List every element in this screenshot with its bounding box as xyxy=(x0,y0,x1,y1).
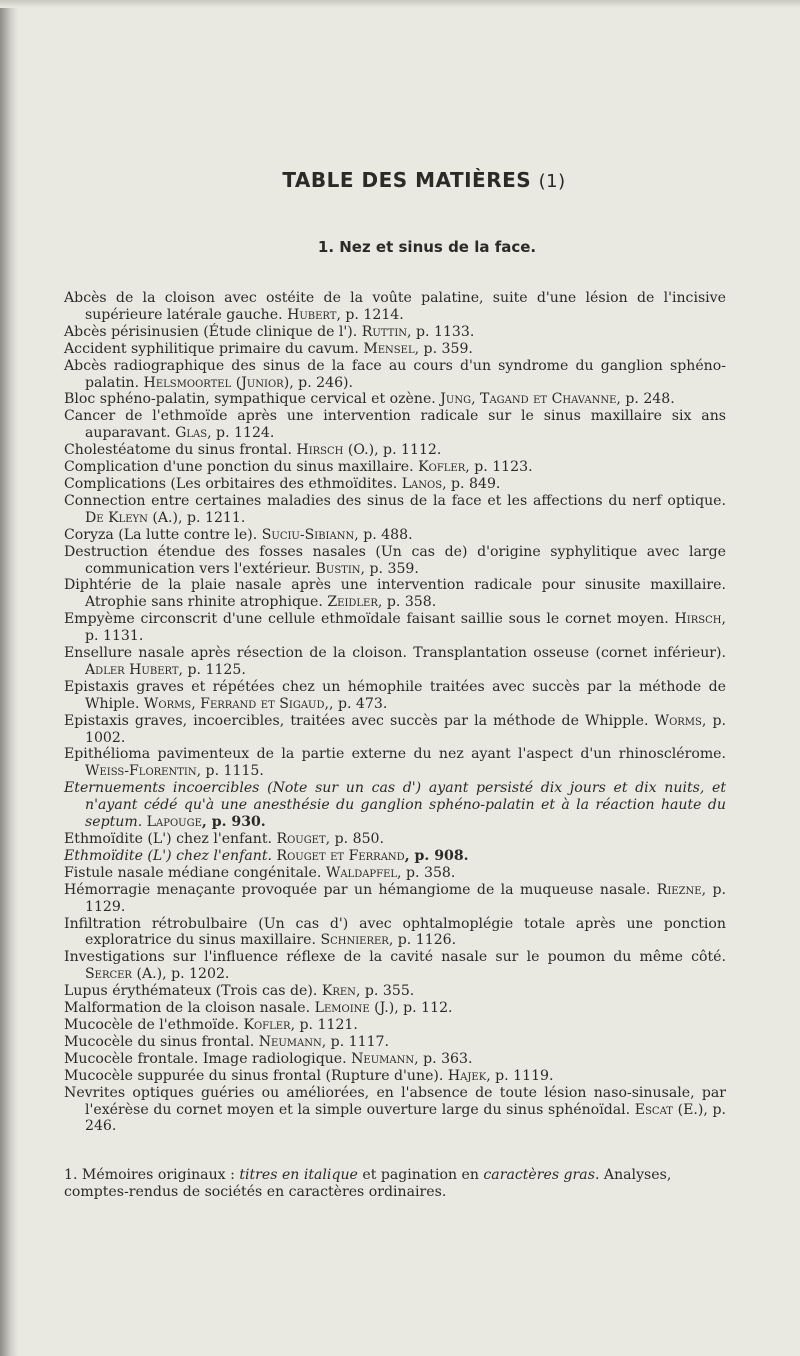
footnote-bold-note: caractères gras xyxy=(483,1167,595,1184)
entry-title: Complications (Les orbitaires des ethmoïdites. xyxy=(64,475,402,492)
entry-page-ref: , p. 849. xyxy=(442,475,501,492)
entry-author: Weiss-Florentin xyxy=(85,763,197,780)
toc-entry xyxy=(64,865,726,882)
entry-author: Kofler xyxy=(418,459,466,476)
page-edge-shadow xyxy=(0,0,18,1356)
entry-title: Epithélioma pavimenteux de la partie externe du nez ayant l'aspect d'un rhinosclérome. xyxy=(64,746,726,763)
toc-entry xyxy=(64,408,726,442)
section-heading: 1. Nez et sinus de la face. xyxy=(317,238,537,256)
entry-author: Jung, Tagand et Chavanne xyxy=(440,391,617,408)
entry-author: Hajek xyxy=(447,1067,487,1084)
toc-entry xyxy=(64,831,726,848)
entry-author: Hirsch xyxy=(674,611,722,628)
entry-title: Malformation de la cloison nasale. xyxy=(64,1000,315,1017)
toc-entry xyxy=(64,949,726,983)
toc-entry xyxy=(64,780,726,831)
entry-title: Empyème circonscrit d'une cellule ethmoïdale faisant saillie sous le cornet moyen. xyxy=(64,611,675,628)
entry-author: De Kleyn (A.) xyxy=(85,509,179,526)
entry-list xyxy=(58,290,726,1135)
entry-page-ref: , p. 246). xyxy=(289,374,354,391)
entry-author: Worms, Ferrand et Sigaud xyxy=(143,695,325,712)
entry-title: Coryza (La lutte contre le). xyxy=(64,526,262,543)
page-title-text: TABLE DES MATIÈRES xyxy=(282,168,532,192)
entry-author: Zeidler xyxy=(327,594,378,611)
entry-page-ref: , p. 1115. xyxy=(196,763,264,780)
entry-page-ref: , p. 112. xyxy=(394,1000,453,1017)
toc-entry xyxy=(64,1051,726,1068)
toc-entry xyxy=(64,544,726,578)
entry-page-ref: , p. 363. xyxy=(414,1050,473,1067)
toc-entry xyxy=(64,916,726,950)
document-page xyxy=(58,168,726,1215)
entry-title: Ensellure nasale après résection de la cloison. Transplantation osseuse (cornet inférieur). xyxy=(64,645,726,662)
entry-author: Neumann xyxy=(258,1033,322,1050)
entry-page-ref: , p. 488. xyxy=(354,526,413,543)
entry-page-ref: , p. 930. xyxy=(201,814,266,831)
toc-entry xyxy=(64,645,726,679)
entry-title: Mucocèle suppurée du sinus frontal (Rupture d'une). xyxy=(64,1067,448,1084)
entry-title: Abcès de la cloison avec ostéite de la voûte palatine, suite d'une lésion de l'incisive supérieure latérale gauche. xyxy=(64,290,726,323)
entry-page-ref: , p. 1126. xyxy=(388,932,457,949)
toc-entry xyxy=(64,679,726,713)
entry-author: Lapouge xyxy=(146,814,202,831)
entry-title: Mucocèle frontale. Image radiologique. xyxy=(64,1050,352,1067)
entry-page-ref: , p. 246. xyxy=(85,1101,726,1135)
entry-author: Glas xyxy=(175,425,208,442)
entry-author: Rouget et Ferrand xyxy=(276,847,405,864)
toc-entry xyxy=(64,391,726,408)
entry-page-ref: , p. 355. xyxy=(355,983,415,1000)
entry-title: Eternuements incoercibles (Note sur un cas d') ayant persisté dix jours et dix nuits, et n'ayant cédé qu'à une anesthésie du ganglion sphéno-palatin et à la réaction haute du septum. xyxy=(64,780,726,831)
entry-page-ref: , p. 1119. xyxy=(486,1067,554,1084)
toc-entry xyxy=(64,324,726,341)
page-title xyxy=(122,168,726,192)
toc-entry xyxy=(64,476,726,493)
entry-title: Abcès périsinusien (Étude clinique de l'). xyxy=(64,323,362,340)
entry-title: Mucocèle du sinus frontal. xyxy=(64,1033,259,1050)
entry-page-ref: , p. 1124. xyxy=(207,425,275,442)
entry-author: Adler Hubert xyxy=(85,661,179,678)
entry-title: Epistaxis graves, incoercibles, traitées avec succès par la méthode de Whipple. xyxy=(64,712,655,729)
toc-entry xyxy=(64,611,726,645)
footnote-italic-titles: titres en italique xyxy=(239,1167,358,1184)
footnote-mid: et pagination en xyxy=(357,1167,484,1184)
entry-author: Schnierer xyxy=(320,932,389,949)
entry-author: Kren xyxy=(321,983,356,1000)
footnote xyxy=(58,1167,726,1201)
entry-title: Complication d'une ponction du sinus maxillaire. xyxy=(64,459,419,476)
page-top-shadow xyxy=(0,0,800,8)
toc-entry xyxy=(64,1000,726,1017)
entry-page-ref: , p. 358. xyxy=(377,594,437,611)
entry-author: Escat (E.) xyxy=(634,1101,704,1118)
entry-page-ref: ,, p. 473. xyxy=(324,695,388,712)
entry-author: Ruttin xyxy=(361,323,408,340)
entry-author: Bustin xyxy=(315,560,361,577)
entry-author: Neumann xyxy=(351,1050,415,1067)
toc-entry xyxy=(64,577,726,611)
footnote-tail: . Analyses, comptes-rendus de sociétés en caractères ordinaires. xyxy=(64,1167,672,1201)
entry-title: Cancer de l'ethmoïde après une intervention radicale sur le sinus maxillaire six ans auparavant. xyxy=(64,408,726,442)
entry-page-ref: , p. 248. xyxy=(616,391,675,408)
toc-entry xyxy=(64,459,726,476)
entry-author: Helsmoortel (Junior) xyxy=(143,374,290,391)
toc-entry xyxy=(64,1085,726,1136)
entry-author: Mensel xyxy=(363,340,415,357)
entry-page-ref: , p. 1131. xyxy=(85,611,726,645)
entry-title: Accident syphilitique primaire du cavum. xyxy=(64,340,364,357)
toc-entry xyxy=(64,1068,726,1085)
entry-title: Ethmoïdite (L') chez l'enfant. xyxy=(64,831,277,847)
entry-author: Rouget xyxy=(276,831,326,847)
entry-page-ref: , p. 1002. xyxy=(85,712,726,746)
entry-author: Suciu-Sibiann xyxy=(261,526,355,543)
entry-title: Bloc sphéno-palatin, sympathique cervical et ozène. xyxy=(64,391,441,408)
entry-author: Kofler xyxy=(243,1016,291,1033)
entry-title: Epistaxis graves et répétées chez un hémophile traitées avec succès par la méthode de Whiple. xyxy=(64,678,726,712)
entry-title: Investigations sur l'influence réflexe de la cavité nasale sur le poumon du même côté. xyxy=(64,949,726,966)
entry-title: Ethmoïdite (L') chez l'enfant. xyxy=(64,847,277,864)
toc-entry xyxy=(64,493,726,527)
entry-title: Lupus érythémateux (Trois cas de). xyxy=(64,983,322,1000)
entry-title: Fistule nasale médiane congénitale. xyxy=(64,864,326,881)
toc-entry xyxy=(64,341,726,358)
entry-title: Abcès radiographique des sinus de la face au cours d'un syndrome du ganglion sphéno-palatin. xyxy=(64,357,726,391)
entry-title: Hémorragie menaçante provoquée par un hémangiome de la muqueuse nasale. xyxy=(64,881,657,898)
entry-title: Connection entre certaines maladies des sinus de la face et les affections du nerf optique. xyxy=(64,492,726,509)
entry-author: Lanos xyxy=(401,475,443,492)
toc-entry xyxy=(64,983,726,1000)
entry-page-ref: , p. 1202. xyxy=(162,966,230,983)
entry-page-ref: , p. 1112. xyxy=(374,442,442,459)
entry-title: Cholestéatome du sinus frontal. xyxy=(64,442,297,459)
toc-entry xyxy=(64,746,726,780)
entry-title: Nevrites optiques guéries ou améliorées, en l'absence de toute lésion naso-sinusale, par l'exérèse du cornet moyen et la simple ouverture large du sinus sphénoïdal. xyxy=(64,1084,726,1118)
entry-author: Worms xyxy=(654,712,702,729)
entry-title: Destruction étendue des fosses nasales (Un cas de) d'origine syphylitique avec large communication vers l'extérieur. xyxy=(64,543,726,577)
entry-page-ref: , p. 1123. xyxy=(465,459,533,476)
entry-page-ref: , p. 359. xyxy=(360,560,419,577)
footnote-lead: 1. Mémoires originaux : xyxy=(64,1167,240,1184)
entry-page-ref: , p. 908. xyxy=(404,847,469,864)
entry-author: Sercer (A.) xyxy=(85,966,163,983)
entry-page-ref: , p. 1117. xyxy=(321,1033,390,1050)
toc-entry xyxy=(64,713,726,747)
entry-page-ref: , p. 1211. xyxy=(178,509,246,526)
toc-entry xyxy=(64,848,726,865)
entry-page-ref: , p. 1125. xyxy=(178,661,246,678)
entry-title: Infiltration rétrobulbaire (Un cas d') avec ophtalmoplégie totale après une ponction exploratrice du sinus maxillaire. xyxy=(64,915,726,949)
toc-entry xyxy=(64,358,726,392)
entry-title: Diphtérie de la plaie nasale après une intervention radicale pour sinusite maxillaire. Atrophie sans rhinite atrophique. xyxy=(64,577,726,611)
entry-author: Lemoine (J.) xyxy=(314,1000,395,1017)
entry-author: Riezne xyxy=(656,881,702,898)
entry-page-ref: , p. 1133. xyxy=(407,323,475,340)
entry-page-ref: , p. 359. xyxy=(414,340,473,357)
entry-author: Hubert xyxy=(287,306,337,323)
entry-page-ref: , p. 850. xyxy=(325,831,384,847)
entry-page-ref: , p. 358. xyxy=(397,864,456,881)
entry-page-ref: , p. 1214. xyxy=(336,306,404,323)
toc-entry xyxy=(64,442,726,459)
entry-page-ref: , p. 1121. xyxy=(290,1016,358,1033)
entry-author: Hirsch (O.) xyxy=(296,442,375,459)
entry-page-ref: , p. 1129. xyxy=(85,881,727,915)
toc-entry xyxy=(64,527,726,544)
toc-entry xyxy=(64,1017,726,1034)
toc-entry xyxy=(64,1034,726,1051)
title-footnote-ref: (1) xyxy=(538,171,566,192)
entry-title: Mucocèle de l'ethmoïde. xyxy=(64,1016,244,1033)
toc-entry xyxy=(64,882,726,916)
entry-author: Waldapfel xyxy=(325,864,398,881)
toc-entry xyxy=(64,290,726,324)
